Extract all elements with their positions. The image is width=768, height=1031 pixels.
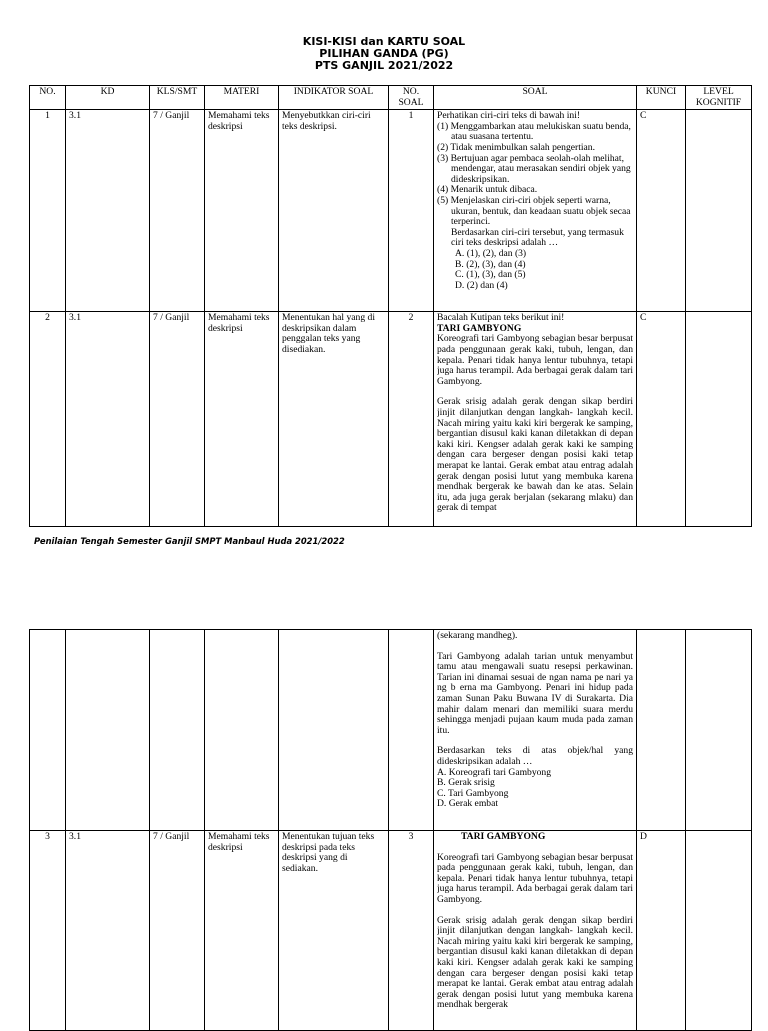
soal-intro: Perhatikan ciri-ciri teks di bawah ini! [437,110,581,122]
col-no: NO. [30,86,66,110]
table-row [30,630,752,831]
text-title: TARI GAMBYONG [461,832,546,842]
row-materi: Memahami teks deskripsi [205,110,279,312]
page-footer: Penilaian Tengah Semester Ganjil SMPT Manbaul Huda 2021/2022 [34,536,345,546]
option: C. Tari Gambyong [437,787,509,799]
row-indikator: Menentukan hal yang di deskripsikan dalam penggalan teks yang disediakan. [279,312,389,527]
row-soal-continued [434,630,637,831]
row-no-soal: 1 [389,110,434,312]
option: A. (1), (2), dan (3) [455,247,527,259]
row-kd: 3.1 [66,831,150,1031]
option: A. Koreografi tari Gambyong [437,766,552,778]
row-soal [434,312,637,527]
option: D. Gerak embat [437,798,499,810]
list-item: (2) Tidak menimbulkan salah pengertian. [437,141,596,153]
row-indikator: Menyebutkkan ciri-ciri teks deskripsi. [279,110,389,312]
soal-question: Berdasarkan ciri-ciri tersebut, yang termasuk ciri teks deskripsi adalah … [451,226,624,249]
table-row [30,312,752,527]
col-kd: KD [66,86,150,110]
text-paragraph: Gerak srisig adalah gerak dengan sikap berdiri jinjit dilanjutkan dengan langkah- langkah kecil. Nacah miring yaitu kaki kiri bergerak ke samping, bergantian disusul kaki kanan diletakkan di depan kaki kiri. Kengser adalah gerak kaki ke samping dengan cara bergeser dengan posisi kaki tetap merapat ke lantai. Gerak embat atau entrag adalah gerak dengan posisi lutut yang membuka karena mendhak bergerak ke bawah dan ke atas. Selain itu, ada juga gerak berjalan (sekarang mlaku) dan gerak di tempat [437,396,633,514]
document-title-line-2: PILIHAN GANDA (PG) [319,47,449,60]
col-materi: MATERI [205,86,279,110]
table-header-row [30,86,752,110]
row-kunci: C [637,312,686,527]
document-title-line-1: KISI-KISI dan KARTU SOAL [302,35,466,48]
row-kd: 3.1 [66,312,150,527]
table-row [30,831,752,1031]
col-indikator: INDIKATOR SOAL [279,86,389,110]
row-no: 2 [30,312,66,527]
col-soal: SOAL [434,86,637,110]
row-kd: 3.1 [66,110,150,312]
list-item: (4) Menarik untuk dibaca. [437,184,538,196]
list-item: (1) Menggambarkan atau melukiskan suatu benda, atau suasana tertentu. [437,120,631,143]
text-paragraph: Gerak srisig adalah gerak dengan sikap berdiri jinjit dilanjutkan dengan langkah- langkah kecil. Nacah miring yaitu kaki kiri bergerak ke samping, bergantian disusul kaki kanan diletakkan di depan kaki kiri. Kengser adalah gerak kaki ke samping dengan cara bergeser dengan posisi kaki tetap merapat ke lantai. Gerak embat atau entrag adalah gerak dengan posisi lutut yang membuka karena mendhak bergerak [437,914,633,1011]
text-paragraph: Tari Gambyong adalah tarian untuk menyambut tamu atau mengawali suatu resepsi perkawinan. Tarian ini dinamai sesuai de ngan nama pe nari ya ng b erna ma Gambyong. Penari ini hidup pada zaman Sunan Paku Buwana IV di Surakarta. Dia mahir dalam menari dan memiliki suara merdu sehingga menjadi pujaan kaum muda pada zaman itu. [437,650,633,736]
row-no: 3 [30,831,66,1031]
table-row [30,110,752,312]
text-title: TARI GAMBYONG [437,322,522,334]
row-no-soal: 3 [389,831,434,1031]
question-table-page-2 [29,629,752,1031]
row-soal [434,110,637,312]
document-title-line-3: PTS GANJIL 2021/2022 [314,59,454,72]
option: B. Gerak srisig [437,777,495,789]
row-kls: 7 / Ganjil [150,831,205,1031]
soal-items [437,122,633,228]
col-level: LEVEL KOGNITIF [686,86,752,110]
text-line: (sekarang mandheg). [437,630,518,641]
row-indikator: Menentukan tujuan teks deskripsi pada teks deskripsi yang di sediakan. [279,831,389,1031]
row-level [686,110,752,312]
row-no-soal: 2 [389,312,434,527]
col-kls: KLS/SMT [150,86,205,110]
list-item: (5) Menjelaskan ciri-ciri objek seperti warna, ukuran, bentuk, dan keadaan suatu objek secaa terperinci. [437,194,631,228]
option: D. (2) dan (4) [455,279,508,291]
row-kls: 7 / Ganjil [150,312,205,527]
row-kls: 7 / Ganjil [150,110,205,312]
row-level [686,831,752,1031]
list-item: (3) Bertujuan agar pembaca seolah-olah melihat, mendengar, atau merasakan sendiri objek yang dideskripsikan. [437,152,631,185]
question-table-page-1 [29,85,752,527]
soal-intro: Bacalah Kutipan teks berikut ini! [437,313,565,324]
row-materi: Memahami teks deskripsi [205,831,279,1031]
text-paragraph: Koreografi tari Gambyong sebagian besar berpusat pada penggunaan gerak kaki, tubuh, lengan, dan kepala. Penari tidak hanya lentur tubuhnya, tetapi juga harus terampil. Ada berbagai gerak dalam tari Gambyong. [437,851,633,905]
row-kunci: D [637,831,686,1031]
col-kunci: KUNCI [637,86,686,110]
col-no-soal: NO. SOAL [389,86,434,110]
option: C. (1), (3), dan (5) [455,269,526,281]
row-no: 1 [30,110,66,312]
row-materi: Memahami teks deskripsi [205,312,279,527]
row-level [686,312,752,527]
row-kunci: C [637,110,686,312]
row-soal [434,831,637,1031]
soal-question: Berdasarkan teks di atas objek/hal yang dideskripsikan adalah … [437,745,633,767]
text-paragraph: Koreografi tari Gambyong sebagian besar berpusat pada penggunaan gerak kaki, tubuh, lengan, dan kepala. Penari tidak hanya lentur tubuhnya, tetapi juga harus terampil. Ada berbagai gerak dalam tari Gambyong. [437,333,633,387]
option: B. (2), (3), dan (4) [455,258,526,270]
